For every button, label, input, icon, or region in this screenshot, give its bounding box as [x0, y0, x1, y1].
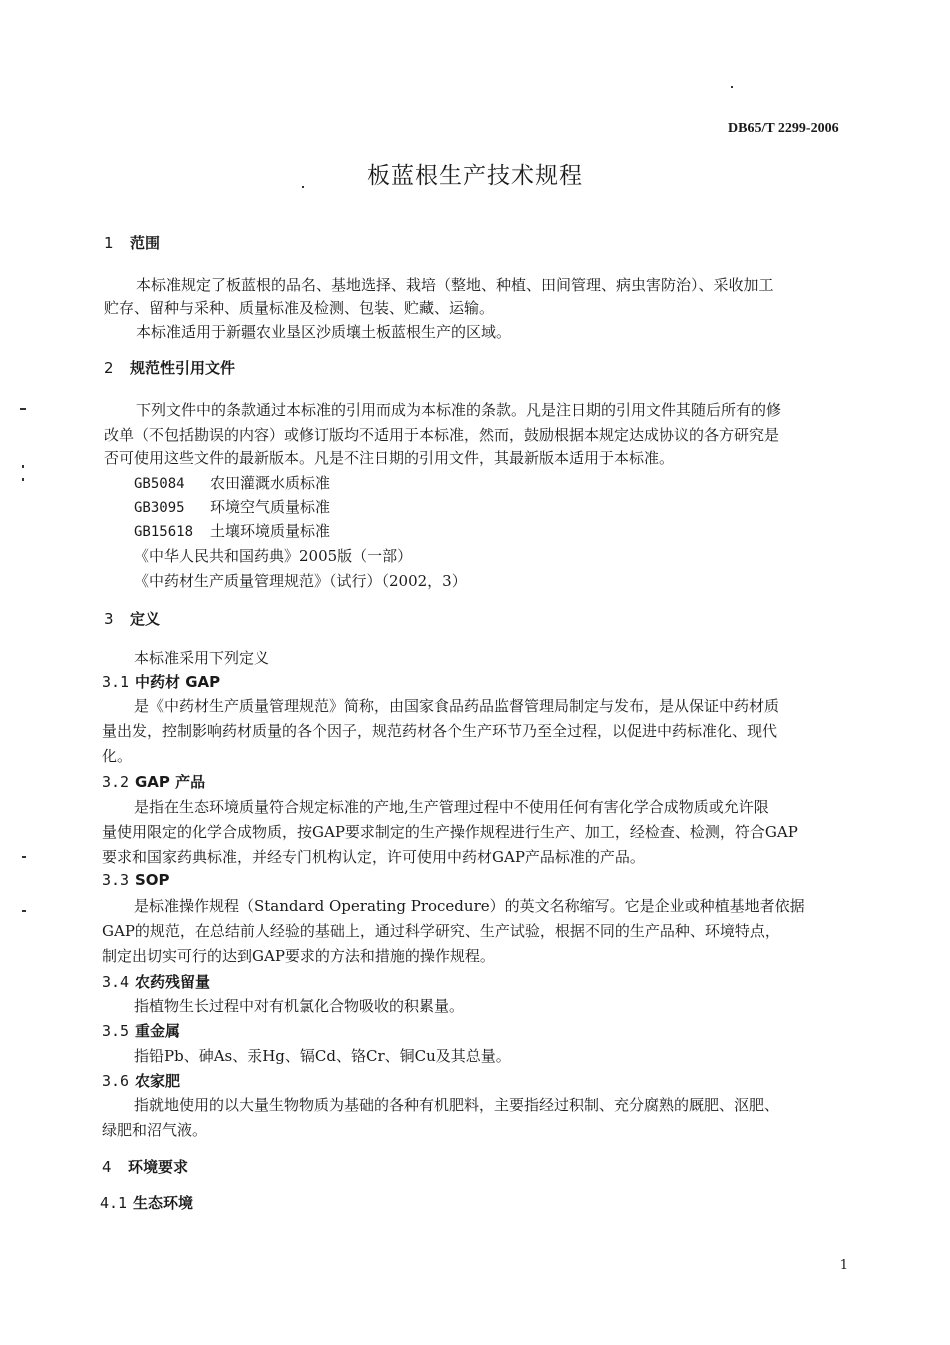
scan-speck: [22, 478, 24, 481]
paragraph-line: 本标准采用下列定义: [134, 649, 270, 667]
reference-item: GB3095 环境空气质量标准: [134, 498, 331, 516]
paragraph-line: 量出发，控制影响药材质量的各个因子，规范药材各个生产环节乃至全过程，以促进中药标准化、现代: [102, 722, 778, 740]
section-heading-1: 1 范围: [104, 234, 161, 252]
scan-speck: [22, 465, 24, 468]
paragraph-line: 要求和国家药典标准，并经专门机构认定，许可使用中药材GAP产品标准的产品。: [102, 848, 645, 866]
scan-speck: [302, 186, 304, 188]
subsection-heading-3-6: 3.6 农家肥: [102, 1072, 181, 1090]
section-heading-4: 4 环境要求: [102, 1158, 189, 1176]
paragraph-line: 指植物生长过程中对有机氯化合物吸收的积累量。: [134, 997, 465, 1015]
page-number: 1: [839, 1258, 848, 1273]
paragraph-line: 绿肥和沼气液。: [102, 1121, 208, 1139]
subsection-heading-3-3: 3.3 SOP: [102, 871, 170, 889]
subsection-heading-3-2: 3.2 GAP 产品: [102, 773, 206, 791]
page-title: 板蓝根生产技术规程: [367, 163, 583, 189]
reference-item: GB15618 土壤环境质量标准: [134, 522, 331, 540]
paragraph-line: GAP的规范，在总结前人经验的基础上，通过科学研究、生产试验，根据不同的生产品种、环境特点，: [102, 922, 780, 940]
reference-item: 《中华人民共和国药典》2005版（一部）: [134, 547, 413, 565]
paragraph-line: 指铅Pb、砷As、汞Hg、镉Cd、铬Cr、铜Cu及其总量。: [134, 1047, 511, 1065]
paragraph-line: 是标准操作规程（Standard Operating Procedure）的英文名称缩写。它是企业或种植基地者依据: [134, 897, 805, 915]
paragraph-line: 是《中药材生产质量管理规范》简称，由国家食品药品监督管理局制定与发布，是从保证中药材质: [134, 697, 780, 715]
paragraph-line: 否可使用这些文件的最新版本。凡是不注日期的引用文件，其最新版本适用于本标准。: [104, 449, 675, 467]
paragraph-line: 指就地使用的以大量生物物质为基础的各种有机肥料，主要指经过积制、充分腐熟的厩肥、沤肥、: [134, 1096, 780, 1114]
paragraph-line: 贮存、留种与采种、质量标准及检测、包装、贮藏、运输。: [104, 299, 495, 317]
scan-speck: [22, 910, 26, 912]
paragraph-line: 是指在生态环境质量符合规定标准的产地,生产管理过程中不使用任何有害化学合成物质或允许限: [134, 798, 769, 816]
document-code: DB65/T 2299-2006: [728, 121, 839, 136]
subsection-heading-3-5: 3.5 重金属: [102, 1022, 181, 1040]
paragraph-line: 改单（不包括勘误的内容）或修订版均不适用于本标准，然而，鼓励根据本规定达成协议的各方研究是: [104, 426, 780, 444]
paragraph-line: 制定出切实可行的达到GAP要求的方法和措施的操作规程。: [102, 947, 495, 965]
reference-item: GB5084 农田灌溉水质标准: [134, 474, 331, 492]
paragraph-line: 本标准适用于新疆农业垦区沙质壤土板蓝根生产的区域。: [136, 323, 512, 341]
scan-speck: [731, 86, 733, 88]
paragraph-line: 本标准规定了板蓝根的品名、基地选择、栽培（整地、种植、田间管理、病虫害防治）、采收加工: [136, 276, 774, 294]
paragraph-line: 化。: [102, 747, 133, 765]
reference-item: 《中药材生产质量管理规范》（试行）（2002，3）: [134, 572, 467, 590]
section-heading-2: 2 规范性引用文件: [104, 359, 236, 377]
scan-speck: [22, 856, 26, 858]
paragraph-line: 量使用限定的化学合成物质，按GAP要求制定的生产操作规程进行生产、加工，经检查、检测，符合GAP: [102, 823, 798, 841]
subsection-heading-4-1: 4.1 生态环境: [100, 1194, 194, 1212]
subsection-heading-3-4: 3.4 农药残留量: [102, 973, 211, 991]
scan-speck: [20, 408, 26, 410]
section-heading-3: 3 定义: [104, 610, 161, 628]
paragraph-line: 下列文件中的条款通过本标准的引用而成为本标准的条款。凡是注日期的引用文件其随后所有的修: [136, 401, 782, 419]
subsection-heading-3-1: 3.1 中药材 GAP: [102, 673, 221, 691]
